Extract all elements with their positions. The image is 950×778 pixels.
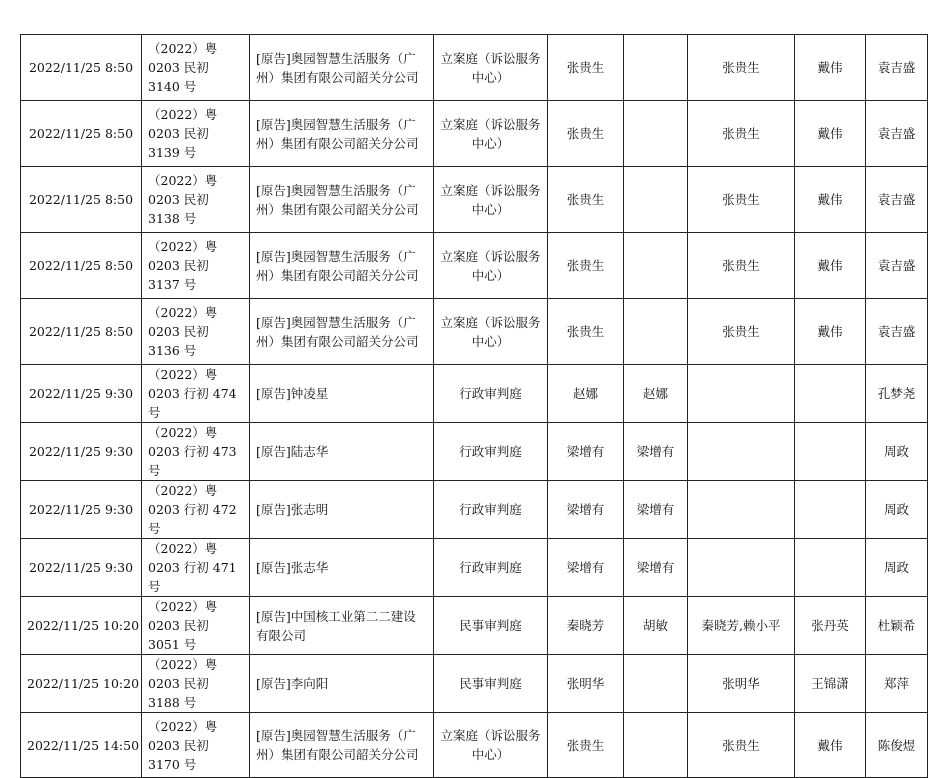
cell-presiding-judge: 梁增有 — [548, 481, 624, 539]
cell-court: 立案庭（诉讼服务中心） — [434, 713, 548, 778]
table-row — [21, 481, 928, 539]
table-row — [21, 713, 928, 778]
cell-court: 民事审判庭 — [434, 597, 548, 655]
cell-judge-assistant — [795, 423, 866, 481]
cell-case-number: （2022）粤 0203 行初 472 号 — [142, 481, 250, 539]
cell-parties: [原告]陆志华 — [250, 423, 434, 481]
cell-parties: [原告]奥园智慧生活服务（广州）集团有限公司韶关分公司 — [250, 233, 434, 299]
table-row — [21, 299, 928, 365]
cell-panel-members: 秦晓芳,赖小平 — [688, 597, 795, 655]
cell-undertaking-judge — [624, 35, 688, 101]
table-row — [21, 167, 928, 233]
cell-case-number: （2022）粤 0203 民初 3170 号 — [142, 713, 250, 778]
cell-parties: [原告]张志华 — [250, 539, 434, 597]
cell-case-number: （2022）粤 0203 民初 3136 号 — [142, 299, 250, 365]
cell-judge-assistant — [795, 481, 866, 539]
cell-clerk: 周政 — [866, 423, 928, 481]
cell-undertaking-judge — [624, 713, 688, 778]
cell-undertaking-judge: 梁增有 — [624, 423, 688, 481]
cell-time: 2022/11/25 14:50 — [21, 713, 142, 778]
cell-undertaking-judge — [624, 167, 688, 233]
table-body — [21, 35, 928, 778]
cell-parties: [原告]奥园智慧生活服务（广州）集团有限公司韶关分公司 — [250, 167, 434, 233]
cell-court: 立案庭（诉讼服务中心） — [434, 167, 548, 233]
cell-clerk: 袁吉盛 — [866, 299, 928, 365]
cell-presiding-judge: 张明华 — [548, 655, 624, 713]
cell-case-number: （2022）粤 0203 民初 3140 号 — [142, 35, 250, 101]
cell-case-number: （2022）粤 0203 行初 473 号 — [142, 423, 250, 481]
cell-presiding-judge: 秦晓芳 — [548, 597, 624, 655]
cell-panel-members: 张贵生 — [688, 713, 795, 778]
cell-clerk: 袁吉盛 — [866, 233, 928, 299]
cell-court: 行政审判庭 — [434, 481, 548, 539]
table-row — [21, 655, 928, 713]
cell-time: 2022/11/25 9:30 — [21, 423, 142, 481]
cell-undertaking-judge: 赵娜 — [624, 365, 688, 423]
cell-panel-members: 张明华 — [688, 655, 795, 713]
cell-parties: [原告]奥园智慧生活服务（广州）集团有限公司韶关分公司 — [250, 713, 434, 778]
cell-time: 2022/11/25 10:20 — [21, 597, 142, 655]
cell-time: 2022/11/25 10:20 — [21, 655, 142, 713]
cell-court: 行政审判庭 — [434, 423, 548, 481]
cell-parties: [原告]李向阳 — [250, 655, 434, 713]
cell-clerk: 周政 — [866, 481, 928, 539]
table-row — [21, 365, 928, 423]
cell-panel-members — [688, 365, 795, 423]
cell-presiding-judge: 张贵生 — [548, 233, 624, 299]
cell-parties: [原告]钟凌星 — [250, 365, 434, 423]
cell-clerk: 杜颖希 — [866, 597, 928, 655]
cell-undertaking-judge: 梁增有 — [624, 539, 688, 597]
cell-time: 2022/11/25 9:30 — [21, 481, 142, 539]
cell-case-number: （2022）粤 0203 民初 3051 号 — [142, 597, 250, 655]
cell-time: 2022/11/25 8:50 — [21, 35, 142, 101]
cell-panel-members — [688, 539, 795, 597]
cell-judge-assistant: 戴伟 — [795, 101, 866, 167]
cell-case-number: （2022）粤 0203 民初 3188 号 — [142, 655, 250, 713]
cell-court: 立案庭（诉讼服务中心） — [434, 35, 548, 101]
cell-judge-assistant: 戴伟 — [795, 713, 866, 778]
cell-time: 2022/11/25 8:50 — [21, 233, 142, 299]
cell-parties: [原告]奥园智慧生活服务（广州）集团有限公司韶关分公司 — [250, 299, 434, 365]
table-row — [21, 423, 928, 481]
cell-undertaking-judge — [624, 655, 688, 713]
cell-panel-members — [688, 481, 795, 539]
cell-time: 2022/11/25 8:50 — [21, 167, 142, 233]
cell-panel-members: 张贵生 — [688, 233, 795, 299]
cell-undertaking-judge: 梁增有 — [624, 481, 688, 539]
cell-presiding-judge: 张贵生 — [548, 35, 624, 101]
cell-judge-assistant: 王锦潇 — [795, 655, 866, 713]
cell-undertaking-judge — [624, 233, 688, 299]
table-row — [21, 539, 928, 597]
cell-clerk: 袁吉盛 — [866, 101, 928, 167]
cell-court: 立案庭（诉讼服务中心） — [434, 233, 548, 299]
cell-clerk: 郑萍 — [866, 655, 928, 713]
hearing-schedule-table — [20, 34, 928, 778]
cell-court: 立案庭（诉讼服务中心） — [434, 299, 548, 365]
cell-judge-assistant — [795, 365, 866, 423]
cell-time: 2022/11/25 9:30 — [21, 365, 142, 423]
cell-judge-assistant: 张丹英 — [795, 597, 866, 655]
cell-presiding-judge: 张贵生 — [548, 167, 624, 233]
cell-presiding-judge: 梁增有 — [548, 423, 624, 481]
cell-presiding-judge: 梁增有 — [548, 539, 624, 597]
cell-court: 民事审判庭 — [434, 655, 548, 713]
cell-court: 行政审判庭 — [434, 365, 548, 423]
cell-clerk: 陈俊煜 — [866, 713, 928, 778]
cell-panel-members: 张贵生 — [688, 101, 795, 167]
cell-judge-assistant: 戴伟 — [795, 35, 866, 101]
cell-parties: [原告]中国核工业第二二建设有限公司 — [250, 597, 434, 655]
cell-court: 行政审判庭 — [434, 539, 548, 597]
table-row — [21, 233, 928, 299]
cell-judge-assistant: 戴伟 — [795, 167, 866, 233]
table-row — [21, 101, 928, 167]
cell-panel-members: 张贵生 — [688, 167, 795, 233]
cell-time: 2022/11/25 9:30 — [21, 539, 142, 597]
cell-judge-assistant: 戴伟 — [795, 233, 866, 299]
cell-clerk: 袁吉盛 — [866, 35, 928, 101]
cell-case-number: （2022）粤 0203 民初 3138 号 — [142, 167, 250, 233]
cell-time: 2022/11/25 8:50 — [21, 101, 142, 167]
cell-panel-members: 张贵生 — [688, 299, 795, 365]
cell-court: 立案庭（诉讼服务中心） — [434, 101, 548, 167]
cell-clerk: 周政 — [866, 539, 928, 597]
cell-undertaking-judge — [624, 299, 688, 365]
cell-clerk: 袁吉盛 — [866, 167, 928, 233]
cell-presiding-judge: 张贵生 — [548, 299, 624, 365]
cell-parties: [原告]奥园智慧生活服务（广州）集团有限公司韶关分公司 — [250, 35, 434, 101]
cell-time: 2022/11/25 8:50 — [21, 299, 142, 365]
cell-parties: [原告]张志明 — [250, 481, 434, 539]
cell-panel-members: 张贵生 — [688, 35, 795, 101]
cell-presiding-judge: 赵娜 — [548, 365, 624, 423]
cell-undertaking-judge: 胡敏 — [624, 597, 688, 655]
cell-presiding-judge: 张贵生 — [548, 713, 624, 778]
cell-undertaking-judge — [624, 101, 688, 167]
cell-presiding-judge: 张贵生 — [548, 101, 624, 167]
table-row — [21, 597, 928, 655]
cell-parties: [原告]奥园智慧生活服务（广州）集团有限公司韶关分公司 — [250, 101, 434, 167]
cell-judge-assistant: 戴伟 — [795, 299, 866, 365]
cell-clerk: 孔梦尧 — [866, 365, 928, 423]
cell-judge-assistant — [795, 539, 866, 597]
cell-panel-members — [688, 423, 795, 481]
cell-case-number: （2022）粤 0203 民初 3139 号 — [142, 101, 250, 167]
cell-case-number: （2022）粤 0203 行初 474 号 — [142, 365, 250, 423]
table-row — [21, 35, 928, 101]
cell-case-number: （2022）粤 0203 行初 471 号 — [142, 539, 250, 597]
cell-case-number: （2022）粤 0203 民初 3137 号 — [142, 233, 250, 299]
